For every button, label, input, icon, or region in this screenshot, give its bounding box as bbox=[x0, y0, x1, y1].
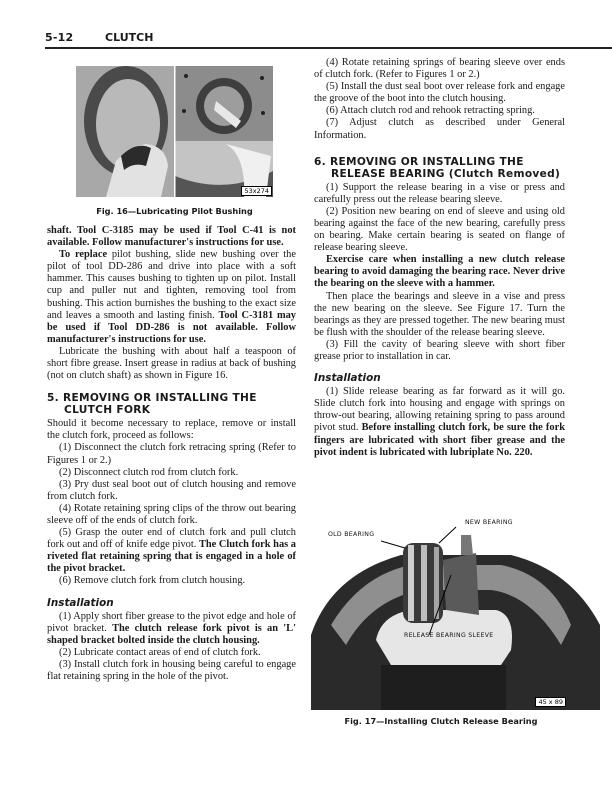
section-5-heading: 5. REMOVING OR INSTALLING THE CLUTCH FORK bbox=[47, 392, 257, 417]
tool-note: shaft. Tool C-3185 may be used if Tool C-41 is not available. Follow manufacturer's instructions for use. bbox=[47, 225, 296, 249]
figure-17-caption: Fig. 17—Installing Clutch Release Bearing bbox=[344, 716, 538, 726]
section-5-step: (6) Remove clutch fork from clutch housing. bbox=[59, 575, 246, 587]
section-6-warning: Exercise care when installing a new clutch release bearing to avoid damaging the bearing race. Never drive the bearing on the sleeve with a hammer. bbox=[314, 254, 565, 290]
section-6-heading: 6. REMOVING OR INSTALLING THE RELEASE BEARING (Clutch Removed) bbox=[314, 155, 561, 180]
figure-16-photo bbox=[76, 66, 273, 197]
section-5-step: (1) Disconnect the clutch fork retracing spring (Refer to Figures 1 or 2.) bbox=[47, 442, 296, 466]
continued-step: (4) Rotate retaining springs of bearing sleeve over ends of clutch fork. (Refer to Figures 1 or 2.) bbox=[314, 57, 565, 81]
release-bearing-vise-photo-icon bbox=[311, 515, 600, 710]
figure-16-photo-code: 53x274 bbox=[241, 186, 272, 196]
continued-step: (6) Attach clutch rod and rehook retracting spring. bbox=[326, 105, 535, 117]
label-old-bearing: OLD BEARING bbox=[328, 531, 375, 538]
continued-step: (7) Adjust clutch as described under General Information. bbox=[314, 117, 565, 141]
section-6-paragraph: Then place the bearings and sleeve in a vise and press the new bearing on the sleeve. See Figure 17. Turn the bearings as they are pressed together. The new bearing must be flush with the shoulder of the release bearing sleeve. bbox=[314, 290, 565, 338]
installation-heading: Installation bbox=[47, 596, 114, 609]
section-6-step: (1) Support the release bearing in a vise or press and carefully press out the release bearing sleeve. bbox=[314, 181, 565, 205]
section-5-step: (4) Rotate retaining spring clips of the throw out bearing sleeve off of the ends of clutch fork. bbox=[47, 502, 296, 526]
left-column bbox=[47, 225, 296, 683]
figure-17-photo bbox=[311, 515, 600, 710]
section-5-intro: Should it become necessary to replace, remove or install the clutch fork, proceed as follows: bbox=[47, 418, 296, 442]
pilot-bushing-photo-icon bbox=[76, 66, 273, 197]
figure-17-photo-code: 45 x 89 bbox=[535, 697, 566, 707]
installation-heading-right: Installation bbox=[314, 372, 381, 385]
installation-step: (2) Lubricate contact areas of end of clutch fork. bbox=[59, 646, 261, 658]
section-6-step: (3) Fill the cavity of bearing sleeve with short fiber grease prior to installation in car. bbox=[314, 338, 565, 362]
right-column bbox=[314, 57, 565, 459]
lubricate-paragraph: Lubricate the bushing with about half a teaspoon of short fibre grease. Insert grease in radius at back of bushing (not on clutch shaft) as shown in Figure 16. bbox=[47, 345, 296, 382]
section-5-step: (3) Pry dust seal boot out of clutch housing and remove from clutch fork. bbox=[47, 478, 296, 502]
installation-step: (1) Apply short fiber grease to the pivot edge and hole of pivot bracket. The clutch release fork pivot is an 'L' shaped bracket bolted inside the clutch housing. bbox=[47, 610, 296, 646]
continued-step: (5) Install the dust seal boot over release fork and engage the groove of the boot into the clutch housing. bbox=[314, 81, 565, 105]
section-6-step: (2) Position new bearing on end of sleeve and using old bearing against the face of the new bearing, carefully press on bearing. Make certain bearing is seated on flange of release bearing sleeve. bbox=[314, 205, 565, 254]
page-header bbox=[45, 31, 612, 49]
section-title: CLUTCH bbox=[105, 31, 154, 44]
section-5-step: (5) Grasp the outer end of clutch fork and pull clutch fork out and off of knife edge pivot. The Clutch fork has a riveted flat retaining spring that is engaged in a hole of the pivot bracket. bbox=[47, 527, 296, 575]
replace-paragraph: To replace pilot bushing, slide new bushing over the pilot of tool DD-286 and drive into place with a soft hammer. This causes bushing to tighten up on pilot. Install cup and puller nut and tighten, removing tool from bushing. This action burnishes the bushing to the exact size and leaves a smooth and lasting finish. Tool C-3181 may be used if Tool DD-286 is not available. Follow manufacturer's instructions for use. bbox=[47, 249, 296, 345]
label-release-bearing-sleeve: RELEASE BEARING SLEEVE bbox=[404, 632, 494, 639]
installation-step: (3) Install clutch fork in housing being careful to engage flat retaining spring in the hole of the pivot. bbox=[47, 659, 296, 683]
section-5-step: (2) Disconnect clutch rod from clutch fork. bbox=[59, 466, 239, 478]
figure-16-caption: Fig. 16—Lubricating Pilot Bushing bbox=[96, 206, 253, 216]
page-number: 5-12 bbox=[45, 31, 74, 44]
label-new-bearing: NEW BEARING bbox=[465, 519, 513, 526]
installation-step: (1) Slide release bearing as far forward as it will go. Slide clutch fork into housing and engage with springs on throw-out bearing, allowing retaining spring to pass around pivot stud. Before installing clutch fork, be sure the fork fingers are lubricated with short fiber grease and the pivot indent is lubricated with lubriplate No. 220. bbox=[314, 386, 565, 458]
